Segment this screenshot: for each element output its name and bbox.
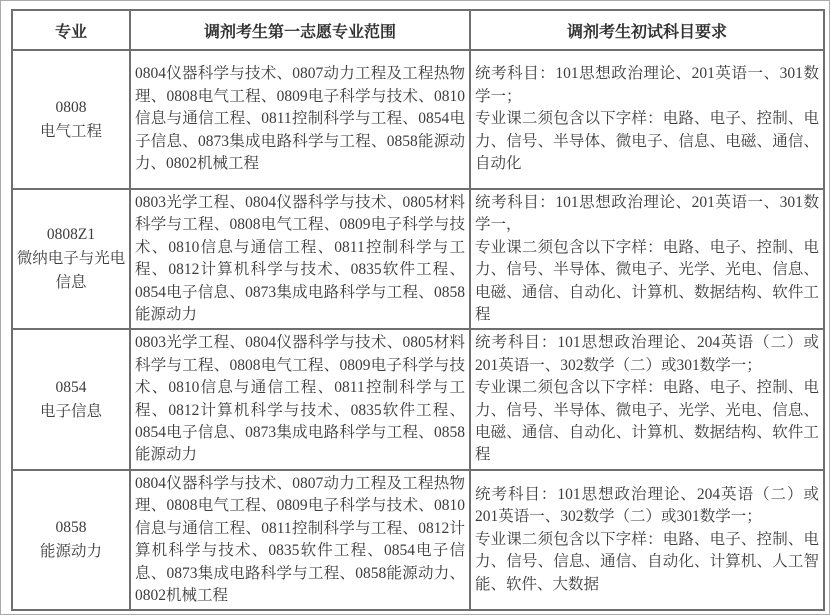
scope-text: 0803光学工程、0804仪器科学与技术、0805材料科学与工程、0808电气工程、0809电子科学与技术、0810信息与通信工程、0811控制科学与工程、0812计算机科学与技术、0835软件工程、0854电子信息、0873集成电路科学与工程、0858能源动力 — [135, 334, 465, 464]
major-cell — [12, 189, 130, 329]
requirements-cell — [470, 470, 824, 610]
header-cell-scope: 调剂考生第一志愿专业范围 — [130, 10, 470, 50]
requirements-cell — [470, 329, 824, 469]
major-name: 电气工程 — [39, 122, 102, 140]
table-row — [12, 189, 824, 329]
header-cell-requirements: 调剂考生初试科目要求 — [470, 10, 824, 50]
header-row — [12, 10, 824, 50]
major-cell — [12, 50, 130, 189]
unified-subjects-text: 统考科目：101思想政治理论、204英语（二）或201英语一、302数学（二）或301数学一； — [475, 334, 819, 374]
header-cell-major: 专业 — [12, 10, 130, 50]
professional-course-text: 专业课二须包含以下字样：电路、电子、控制、电力、信号、信息、通信、自动化、计算机、人工智能、软件、大数据 — [475, 530, 819, 593]
unified-subjects-text: 统考科目：101思想政治理论、201英语一、301数学一； — [475, 65, 819, 105]
scope-text: 0804仪器科学与技术、0807动力工程及工程热物理、0808电气工程、0809电子科学与技术、0810信息与通信工程、0811控制科学与工程、0812计算机科学与技术、0835软件工程、0854电子信息、0873集成电路科学与工程、0858能源动力、0802机械工程 — [135, 474, 465, 604]
table-row — [12, 50, 824, 189]
major-code: 0858 — [55, 519, 87, 537]
adjustment-policy-table — [11, 9, 825, 611]
major-name: 微纳电子与光电信息 — [16, 250, 126, 292]
scope-cell — [130, 189, 470, 329]
major-cell — [12, 329, 130, 469]
major-code: 0808Z1 — [46, 226, 96, 244]
major-name: 电子信息 — [39, 402, 102, 420]
professional-course-text: 专业课二须包含以下字样：电路、电子、控制、电力、信号、半导体、微电子、光学、光电、信息、电磁、通信、自动化、计算机、数据结构、软件工程 — [475, 238, 819, 324]
major-code: 0854 — [55, 378, 87, 396]
table-wrapper — [11, 9, 821, 611]
major-code: 0808 — [55, 98, 87, 116]
professional-course-text: 专业课二须包含以下字样：电路、电子、控制、电力、信号、半导体、微电子、光学、光电、信息、电磁、通信、自动化、计算机、数据结构、软件工程 — [475, 379, 819, 464]
scope-cell — [130, 470, 470, 610]
scope-cell — [130, 329, 470, 469]
unified-subjects-text: 统考科目：101思想政治理论、204英语（二）或201英语一、302数学（二）或301数学一； — [475, 486, 819, 526]
scope-text: 0804仪器科学与技术、0807动力工程及工程热物理、0808电气工程、0809电子科学与技术、0810信息与通信工程、0811控制科学与工程、0854电子信息、0873集成电路科学与工程、0858能源动力、0802机械工程 — [135, 65, 465, 173]
scope-cell — [130, 50, 470, 189]
professional-course-text: 专业课二须包含以下字样：电路、电子、控制、电力、信号、半导体、微电子、信息、电磁、通信、自动化 — [475, 110, 819, 173]
table-row — [12, 329, 824, 469]
requirements-cell — [470, 50, 824, 189]
requirements-cell — [470, 189, 824, 329]
table-row — [12, 470, 824, 610]
scope-text: 0803光学工程、0804仪器科学与技术、0805材料科学与工程、0808电气工程、0809电子科学与技术、0810信息与通信工程、0811控制科学与工程、0812计算机科学与技术、0835软件工程、0854电子信息、0873集成电路科学与工程、0858能源动力 — [135, 194, 465, 324]
unified-subjects-text: 统考科目：101思想政治理论、201英语一、301数学一， — [475, 194, 819, 234]
major-name: 能源动力 — [39, 543, 102, 561]
major-cell — [12, 470, 130, 610]
